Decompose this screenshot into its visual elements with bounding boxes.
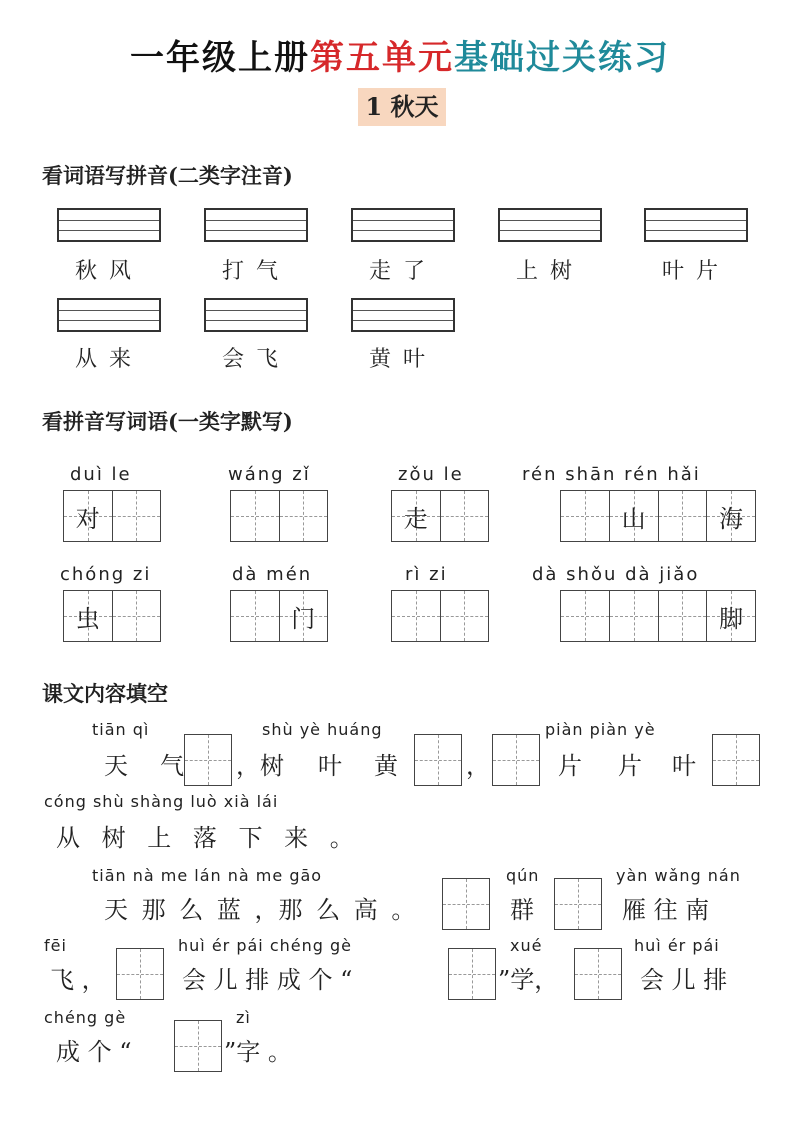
cell-char: 门 bbox=[291, 604, 316, 633]
tianzige-box[interactable] bbox=[63, 590, 161, 642]
pinyin-writing-grid[interactable] bbox=[351, 208, 455, 242]
text-pian2: 片 bbox=[618, 752, 642, 780]
pinyin-label: rì zi bbox=[405, 564, 448, 585]
pinyin-qun: qún bbox=[506, 866, 540, 885]
text-qun: 群 bbox=[510, 896, 534, 924]
tianzige-cell[interactable] bbox=[113, 491, 161, 541]
tianzige-cell[interactable] bbox=[280, 591, 328, 641]
cell-char: 对 bbox=[75, 504, 100, 533]
cell-char: 山 bbox=[621, 504, 646, 533]
cell-char bbox=[441, 491, 489, 541]
tianzige-cell[interactable] bbox=[280, 491, 328, 541]
text-line3a: 天 那 么 蓝 ，那 么 高 。 bbox=[104, 896, 416, 924]
cell-char: 虫 bbox=[75, 604, 100, 633]
tianzige-cell[interactable] bbox=[64, 491, 113, 541]
tianzige-box[interactable] bbox=[560, 590, 756, 642]
tianzige-cell[interactable] bbox=[659, 491, 708, 541]
pinyin-line4b: huì ér pái chéng gè bbox=[178, 936, 352, 955]
text-pian1: 片 bbox=[558, 752, 582, 780]
page-title bbox=[0, 30, 800, 79]
cell-char bbox=[561, 591, 609, 641]
tianzige-box[interactable] bbox=[391, 590, 489, 642]
section1-heading: 看词语写拼音(二类字注音) bbox=[42, 163, 293, 188]
pinyin-line2: cóng shù shàng luò xià lái bbox=[44, 792, 279, 811]
word-label: 上树 bbox=[515, 259, 584, 284]
pinyin-fei: fēi bbox=[44, 936, 67, 955]
pinyin-zi: zì bbox=[236, 1008, 251, 1027]
text-line2: 从 树 上 落 下 来 。 bbox=[56, 824, 354, 852]
pinyin-line4d: huì ér pái bbox=[634, 936, 720, 955]
text-ye2: 叶 bbox=[672, 752, 696, 780]
blank-box[interactable] bbox=[492, 734, 540, 786]
pinyin-line3a: tiān nà me lán nà me gāo bbox=[92, 866, 323, 885]
text-xue: ”学， bbox=[498, 966, 559, 994]
pinyin-yanwangnan: yàn wǎng nán bbox=[616, 866, 741, 885]
pinyin-label: chóng zi bbox=[60, 564, 152, 585]
pinyin-xue: xué bbox=[510, 936, 543, 955]
word-label: 从来 bbox=[74, 347, 143, 372]
pinyin-label: rén shān rén hǎi bbox=[522, 464, 701, 485]
pinyin-label: duì le bbox=[70, 464, 132, 485]
tianzige-cell[interactable] bbox=[441, 591, 489, 641]
pinyin-shuyehuang: shù yè huáng bbox=[262, 720, 383, 739]
title-unit: 第五单元 bbox=[310, 38, 454, 78]
blank-box[interactable] bbox=[574, 948, 622, 1000]
pinyin-label: zǒu le bbox=[398, 464, 464, 485]
blank-box[interactable] bbox=[174, 1020, 222, 1072]
text-line3c: 雁 往 南 bbox=[622, 896, 710, 924]
title-practice: 基础过关练习 bbox=[454, 38, 670, 78]
pinyin-tianqi: tiān qì bbox=[92, 720, 150, 739]
cell-char bbox=[659, 491, 707, 541]
tianzige-cell[interactable] bbox=[392, 591, 441, 641]
cell-char bbox=[113, 591, 161, 641]
pinyin-label: dà shǒu dà jiǎo bbox=[532, 564, 700, 585]
pinyin-writing-grid[interactable] bbox=[351, 298, 455, 332]
word-label: 打气 bbox=[221, 259, 290, 284]
blank-box[interactable] bbox=[116, 948, 164, 1000]
text-tian: 天 bbox=[104, 752, 128, 780]
pinyin-writing-grid[interactable] bbox=[644, 208, 748, 242]
tianzige-cell[interactable] bbox=[113, 591, 161, 641]
tianzige-cell[interactable] bbox=[64, 591, 113, 641]
text-chengge: 成 个 “ bbox=[56, 1038, 132, 1066]
tianzige-cell[interactable] bbox=[441, 491, 489, 541]
blank-box[interactable] bbox=[448, 948, 496, 1000]
tianzige-box[interactable] bbox=[560, 490, 756, 542]
pinyin-chengge: chéng gè bbox=[44, 1008, 127, 1027]
blank-box[interactable] bbox=[184, 734, 232, 786]
pinyin-writing-grid[interactable] bbox=[57, 298, 161, 332]
word-label: 秋风 bbox=[74, 259, 143, 284]
tianzige-box[interactable] bbox=[230, 590, 328, 642]
blank-box[interactable] bbox=[414, 734, 462, 786]
pinyin-writing-grid[interactable] bbox=[57, 208, 161, 242]
text-zi: ”字 。 bbox=[224, 1038, 292, 1066]
text-fei: 飞 ， bbox=[50, 966, 106, 994]
tianzige-box[interactable] bbox=[391, 490, 489, 542]
blank-box[interactable] bbox=[712, 734, 760, 786]
tianzige-box[interactable] bbox=[63, 490, 161, 542]
text-qi: 气 bbox=[160, 752, 184, 780]
text-line4b: 会 儿 排 成 个 “ bbox=[182, 966, 353, 994]
cell-char: 脚 bbox=[719, 604, 744, 633]
pinyin-writing-grid[interactable] bbox=[498, 208, 602, 242]
cell-char bbox=[392, 591, 440, 641]
cell-char bbox=[231, 491, 279, 541]
pinyin-writing-grid[interactable] bbox=[204, 298, 308, 332]
blank-box[interactable] bbox=[554, 878, 602, 930]
tianzige-cell[interactable] bbox=[561, 591, 610, 641]
text-ye: 叶 bbox=[318, 752, 342, 780]
text-shu: ，树 bbox=[236, 752, 284, 780]
cell-char: 海 bbox=[719, 504, 744, 533]
blank-box[interactable] bbox=[442, 878, 490, 930]
tianzige-cell[interactable] bbox=[610, 591, 659, 641]
text-line4d: 会 儿 排 bbox=[640, 966, 728, 994]
title-grade: 一年级上册 bbox=[130, 38, 310, 78]
tianzige-cell[interactable] bbox=[707, 591, 755, 641]
tianzige-cell[interactable] bbox=[610, 491, 659, 541]
tianzige-cell[interactable] bbox=[231, 491, 280, 541]
tianzige-cell[interactable] bbox=[231, 591, 280, 641]
cell-char bbox=[561, 491, 609, 541]
cell-char bbox=[231, 591, 279, 641]
cell-char bbox=[659, 591, 707, 641]
pinyin-pianpianye: piàn piàn yè bbox=[545, 720, 656, 739]
section3-heading: 课文内容填空 bbox=[42, 681, 168, 706]
cell-char bbox=[113, 491, 161, 541]
cell-char bbox=[441, 591, 489, 641]
cell-char bbox=[610, 591, 658, 641]
cell-char bbox=[280, 491, 328, 541]
section2-heading: 看拼音写词语(一类字默写) bbox=[42, 409, 293, 434]
tianzige-cell[interactable] bbox=[707, 491, 755, 541]
pinyin-label: dà mén bbox=[232, 564, 313, 585]
pinyin-label: wáng zǐ bbox=[228, 464, 311, 485]
lesson-title: 1 秋天 bbox=[358, 88, 446, 126]
text-huang: 黄 bbox=[374, 752, 398, 780]
tianzige-cell[interactable] bbox=[561, 491, 610, 541]
tianzige-cell[interactable] bbox=[659, 591, 708, 641]
word-label: 黄叶 bbox=[368, 347, 437, 372]
word-label: 会飞 bbox=[221, 347, 290, 372]
text-comma: ， bbox=[466, 752, 490, 780]
word-label: 叶片 bbox=[661, 259, 730, 284]
word-label: 走了 bbox=[368, 259, 437, 284]
tianzige-box[interactable] bbox=[230, 490, 328, 542]
cell-char: 走 bbox=[403, 504, 428, 533]
tianzige-cell[interactable] bbox=[392, 491, 441, 541]
pinyin-writing-grid[interactable] bbox=[204, 208, 308, 242]
